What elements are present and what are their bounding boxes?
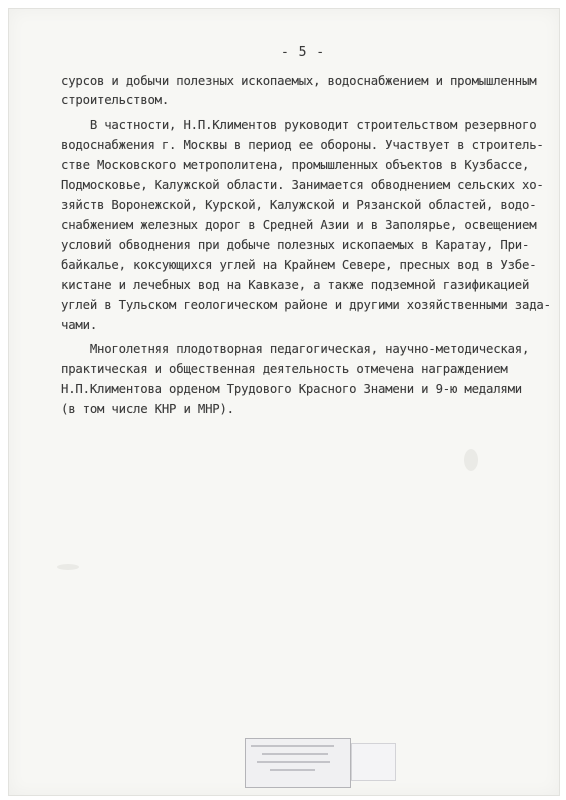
paper-smudge (464, 449, 478, 471)
text-line: зяйств Воронежской, Курской, Калужской и Рязанской областей, водо- (61, 198, 537, 212)
stamp-line (262, 753, 328, 755)
text-line: водоснабжения г. Москвы в период ее обороны. Участвует в строитель- (61, 138, 544, 152)
stamp-line (251, 745, 334, 747)
text-line: снабжением железных дорог в Средней Азии и в Заполярье, освещением (61, 218, 537, 232)
text-line: углей в Тульском геологическом районе и другими хозяйственными зада- (61, 298, 551, 312)
text-line: практическая и общественная деятельность отмечена награждением (61, 362, 508, 376)
paper-smudge (57, 564, 79, 570)
text-line: условий обводнения при добыче полезных ископаемых в Каратау, При- (61, 238, 530, 252)
text-line: стве Московского метрополитена, промышленных объектов в Кузбассе, (61, 158, 530, 172)
text-line: кистане и лечебных вод на Кавказе, а также подземной газификацией (61, 278, 530, 292)
text-line: строительством. (61, 93, 170, 107)
text-line: Многолетняя плодотворная педагогическая, научно-методическая, (61, 342, 530, 356)
stamp-text-lines (251, 745, 345, 781)
text-line: Подмосковье, Калужской области. Занимается обводнением сельских хо- (61, 178, 544, 192)
text-line: сурсов и добычи полезных ископаемых, водоснабжением и промышленным (61, 74, 537, 88)
text-line: Н.П.Климентова орденом Трудового Красного Знамени и 9-ю медалями (61, 382, 523, 396)
archive-stamp (245, 738, 351, 788)
archive-stamp-tab (351, 743, 396, 781)
text-line: В частности, Н.П.Климентов руководит строительством резервного (61, 118, 537, 132)
stamp-line (257, 761, 330, 763)
text-line: (в том числе КНР и МНР). (61, 402, 234, 416)
page-number: - 5 - (281, 45, 326, 60)
stamp-line (270, 769, 315, 771)
text-line: байкалье, коксующихся углей на Крайнем Севере, пресных вод в Узбе- (61, 258, 537, 272)
text-line: чами. (61, 318, 98, 332)
